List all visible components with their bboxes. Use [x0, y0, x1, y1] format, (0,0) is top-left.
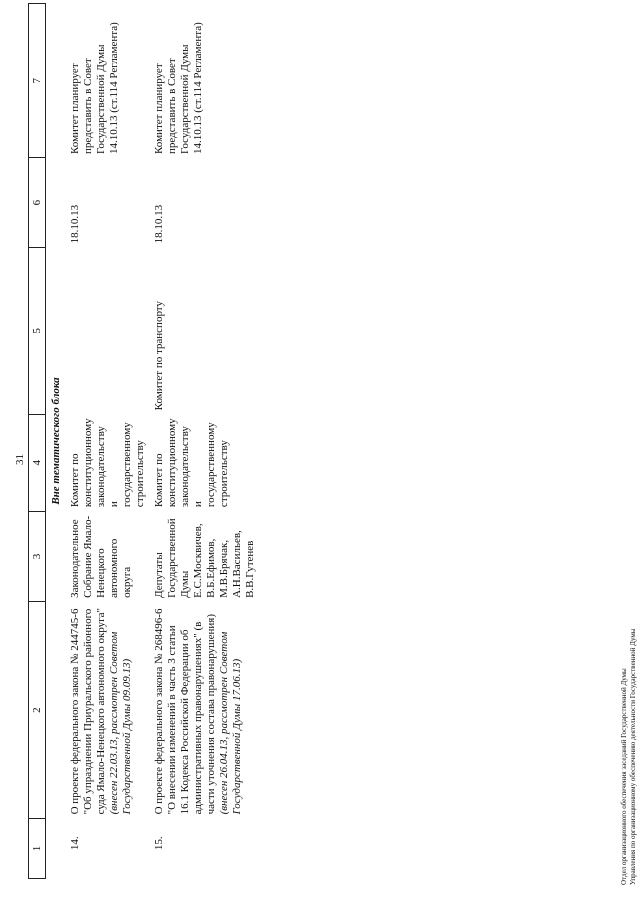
bill-cell: [69, 602, 147, 819]
co-committee-cell: Комитет по транспорту: [153, 301, 165, 411]
header-col-5: 5: [29, 247, 46, 414]
header-col-7: 7: [29, 4, 46, 158]
committee-cell: Комитет по конституционному законодательству и государственному строительству: [69, 418, 146, 508]
header-col-1: 1: [29, 818, 46, 878]
row-number: 15.: [153, 836, 165, 851]
agenda-table: [28, 3, 257, 879]
committee-cell: Комитет по конституционному законодательству и государственному строительству: [153, 418, 230, 508]
date-cell: 18.10.13: [153, 204, 165, 244]
header-col-3: 3: [29, 511, 46, 602]
page-number: 31: [14, 454, 26, 465]
date-cell: 18.10.13: [69, 204, 81, 244]
header-col-2: 2: [29, 602, 46, 819]
header-row: [29, 4, 46, 879]
bill-note: (внесен 26.04.13, рассмотрен Советом Государственной Думы 17.06.13): [218, 631, 243, 815]
author-cell: Депутаты Государственной Думы Е.С.Москвичев, В.Б.Ефимов, М.В.Брячак, А.Н.Васильев, В.В.Гутенев: [153, 518, 256, 598]
co-committee-cell: [69, 247, 147, 414]
footer-line-1: Отдел организационного обеспечения заседаний Государственной Думы: [620, 668, 628, 885]
bill-title: О проекте федерального закона № 244745-6 "Об упразднении Приуральского районного суда Ямало-Ненецкого автономного округа": [69, 607, 107, 815]
footer-line-2: Управления по организационному обеспечению деятельности Государственной Думы: [629, 628, 637, 885]
bill-cell: [153, 602, 257, 819]
status-cell: Комитет планирует представить в Совет Государственной Думы 14.10.13 (ст.114 Регламента): [153, 22, 204, 154]
table-row: [69, 4, 147, 879]
section-row: [46, 4, 70, 879]
bill-title: О проекте федерального закона № 268496-6 "О внесении изменений в часть 3 статьи 16.1 Кодекса Российской Федерации об административных правонарушениях" (в части уточнения состава правонарушения): [153, 608, 217, 815]
status-cell: Комитет планирует представить в Совет Государственной Думы 14.10.13 (ст.114 Регламента): [69, 22, 120, 154]
header-col-6: 6: [29, 158, 46, 247]
author-cell: Законодательное Собрание Ямало-Ненецкого автономного округа: [69, 515, 133, 598]
row-number: 14.: [69, 836, 81, 851]
section-title: Вне тематического блока: [50, 377, 62, 505]
header-col-4: 4: [29, 414, 46, 511]
bill-note: (внесен 22.03.13, рассмотрен Советом Государственной Думы 09.09.13): [108, 631, 133, 815]
table-row: [153, 4, 257, 879]
